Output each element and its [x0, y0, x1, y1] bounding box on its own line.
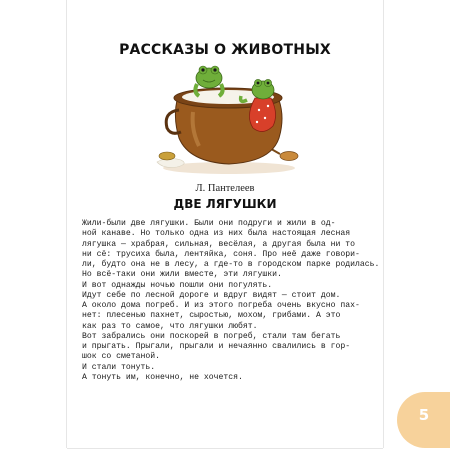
text-line: И вот однажды ночью пошли они погулять. [82, 280, 273, 290]
text-line: Но всё-таки они жили вместе, эти лягушки. [82, 270, 282, 280]
story-body [82, 219, 380, 383]
text-line: ной канаве. Но только одна из них была настоящая лесная [82, 229, 351, 239]
text-line: А тонуть им, конечно, не хочется. [82, 372, 243, 382]
text-line: Жили-были две лягушки. Были они подруги и жили в од- [82, 219, 336, 228]
section-title: РАССКАЗЫ О ЖИВОТНЫХ [119, 42, 331, 58]
text-line: лягушка — храбрая, сильная, весёлая, а другая была ни то [82, 239, 356, 249]
text-line: Вот забрались они поскорей в погреб, стали там бегать [82, 331, 341, 341]
text-line: нет: плесенью пахнет, сыростью, мохом, грибами. А это [82, 311, 341, 321]
text-line: Идут себе по лесной дороге и вдруг видят — стоит дом. [82, 290, 341, 300]
frogs-in-pot-illustration [137, 58, 317, 176]
text-line: А около дома погреб. И из этого погреба очень вкусно пах- [82, 301, 360, 310]
text-line: как раз то самое, что лягушки любят. [82, 321, 258, 331]
text-line: ни сё: трусиха была, лентяйка, соня. Про неё даже говори- [82, 249, 360, 259]
story-title: ДВЕ ЛЯГУШКИ [173, 197, 277, 211]
text-line: И стали тонуть. [82, 362, 156, 372]
book-page [67, 0, 383, 448]
page-number-tab [397, 392, 450, 448]
page-number: 5 [418, 406, 430, 424]
text-line: и прыгать. Прыгали, прыгали и нечаянно свалились в гор- [82, 342, 351, 351]
text-line: ли, будто она не в лесу, а где-то в городском парке родилась. [82, 260, 380, 269]
author-name: Л. Пантелеев [195, 183, 255, 194]
text-line: шок со сметаной. [82, 352, 161, 362]
